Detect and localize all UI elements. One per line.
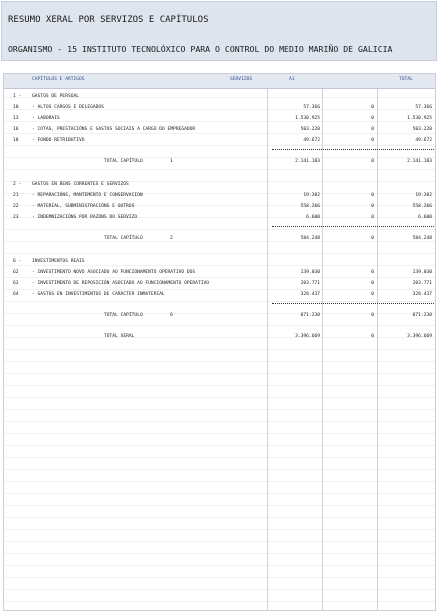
article-desc: - MATERIAL, SUBMINISTRACIÓNS E OUTROS [32,204,135,209]
total-value: 57.366 [415,105,432,110]
a1-value: 503.220 [300,127,320,132]
mid-value: 0 [371,116,374,121]
chapter-heading-row [4,92,435,102]
article-desc: - LABORAIS [32,116,60,121]
article-code: 62 [13,270,19,275]
mid-value: 0 [371,138,374,143]
grand-total-label: TOTAL XERAL [104,334,135,339]
table-row [4,191,435,201]
a1-value: 203.771 [300,281,320,286]
mid-value: 0 [371,270,374,275]
a1-value: 2.141.183 [295,159,320,164]
chapter-code: 2 - [13,182,22,187]
column-divider [377,74,378,610]
chapter-name: GASTOS EN BENS CORRENTES E SERVIZOS [32,182,129,187]
chapter-total-number: 2 [170,236,173,241]
column-divider [267,74,268,610]
chapter-total-row [4,311,435,321]
subtotal-divider [272,303,434,304]
article-desc: - REPARACIÓNS, MANTEMENTO E CONSERVACIÓN [32,193,143,198]
article-desc: - INDEMNIZACIÓNS POR RAZÓNS DO SERVIZO [32,215,138,220]
a1-value: 57.366 [303,105,320,110]
col-header-a1: A1 [289,77,295,82]
table-row [4,125,435,135]
table-header [4,74,435,89]
total-value: 3.396.669 [407,334,432,339]
table-row [4,279,435,289]
a1-value: 3.396.669 [295,334,320,339]
total-value: 2.141.183 [407,159,432,164]
chapter-total-number: 1 [170,159,173,164]
mid-value: 0 [371,236,374,241]
total-value: 139.030 [412,270,432,275]
article-code: 16 [13,127,19,132]
article-code: 23 [13,215,19,220]
article-code: 18 [13,138,19,143]
mid-value: 0 [371,105,374,110]
chapter-total-number: 6 [170,313,173,318]
mid-value: 0 [371,204,374,209]
article-desc: - INVESTIMENTO DE REPOSICIÓN ASOCIADO AO FUNCIONAMENTO OPERATIVO [32,281,210,286]
a1-value: 558.266 [300,204,320,209]
total-value: 503.220 [412,127,432,132]
mid-value: 0 [371,127,374,132]
total-value: 19.382 [415,193,432,198]
table-row [4,213,435,223]
table-row [4,114,435,124]
chapter-total-row [4,157,435,167]
col-header-capitulos: CAPÍTULOS E ARTIGOS [32,77,85,82]
chapter-name: INVESTIMENTOS REAIS [32,259,85,264]
total-value: 671.238 [412,313,432,318]
table-row [4,268,435,278]
article-desc: - INVESTIMENTO NOVO ASOCIADO AO FUNCIONAMENTO OPERATIVO DOS [32,270,196,275]
chapter-code: 6 - [13,259,22,264]
table-row [4,290,435,300]
col-header-total: TOTAL [399,77,413,82]
article-code: 10 [13,105,19,110]
total-value: 328.437 [412,292,432,297]
article-code: 63 [13,281,19,286]
mid-value: 0 [371,193,374,198]
article-code: 21 [13,193,19,198]
chapter-name: GASTOS DE PERSOAL [32,94,80,99]
article-code: 64 [13,292,19,297]
chapter-total-label: TOTAL CAPÍTULO [104,313,143,318]
a1-value: 6.600 [306,215,320,220]
total-value: 1.530.925 [407,116,432,121]
total-value: 558.266 [412,204,432,209]
article-desc: - GASTOS EN INVESTIMENTOS DE CARÁCTER INMATERIAL [32,292,165,297]
article-code: 13 [13,116,19,121]
subtotal-divider [272,149,434,150]
budget-table [3,73,436,611]
mid-value: 0 [371,292,374,297]
report-header [1,1,437,61]
column-divider [322,74,323,610]
article-desc: - FONDO RETRIBUTIVO [32,138,85,143]
total-value: 6.600 [418,215,432,220]
mid-value: 0 [371,334,374,339]
mid-value: 0 [371,313,374,318]
a1-value: 49.672 [303,138,320,143]
article-desc: - COTAS, PRESTACIÓNS E GASTOS SOCIAIS A CARGO DO EMPREGADOR [32,127,196,132]
a1-value: 139.030 [300,270,320,275]
chapter-total-label: TOTAL CAPÍTULO [104,159,143,164]
a1-value: 1.530.925 [295,116,320,121]
total-value: 203.771 [412,281,432,286]
grand-total-row [4,332,435,342]
table-row [4,136,435,146]
chapter-total-row [4,234,435,244]
mid-value: 0 [371,281,374,286]
a1-value: 671.238 [300,313,320,318]
mid-value: 0 [371,159,374,164]
table-row [4,202,435,212]
total-value: 49.672 [415,138,432,143]
chapter-heading-row [4,257,435,267]
chapter-code: 1 - [13,94,22,99]
a1-value: 584.248 [300,236,320,241]
col-header-servizos: SERVIZOS [230,77,253,82]
subtotal-divider [272,226,434,227]
total-value: 584.248 [412,236,432,241]
article-code: 22 [13,204,19,209]
report-title: RESUMO XERAL POR SERVIZOS E CAPÍTULOS [8,15,209,25]
chapter-total-label: TOTAL CAPÍTULO [104,236,143,241]
a1-value: 328.437 [300,292,320,297]
organism-title: ORGANISMO - 15 INSTITUTO TECNOLÓXICO PARA O CONTROL DO MEDIO MARIÑO DE GALICIA [8,44,393,54]
chapter-heading-row [4,180,435,190]
mid-value: 0 [371,215,374,220]
a1-value: 19.382 [303,193,320,198]
article-desc: - ALTOS CARGOS E DELEGADOS [32,105,104,110]
table-row [4,103,435,113]
